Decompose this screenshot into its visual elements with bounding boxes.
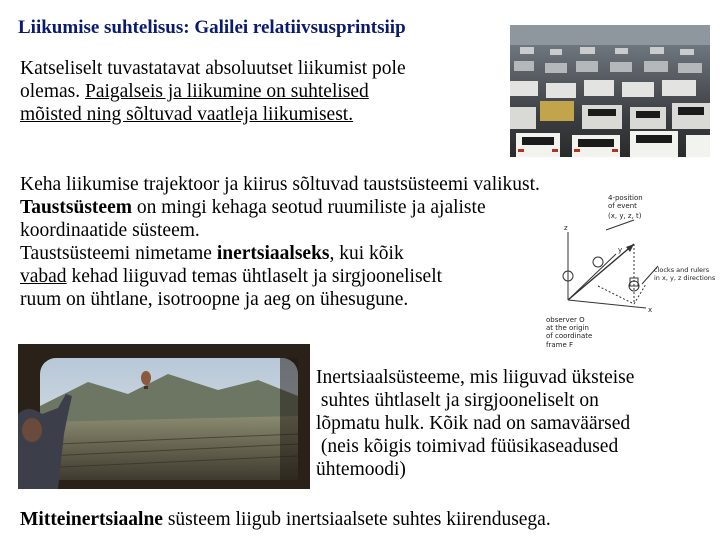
intro-line-3: mõisted ning sõltuvad vaatleja liikumisest.: [20, 104, 354, 125]
frame-line-1: Keha liikumise trajektoor ja kiirus sõltuvad taustsüsteemi valikust.: [20, 174, 540, 195]
clocks-label-1: clocks and rulers: [654, 266, 710, 274]
observer-label-4: frame F: [546, 341, 574, 349]
traffic-cars: [510, 25, 710, 157]
clocks-label-2: in x, y, z directions: [654, 274, 716, 282]
observer-label-3: of coordinate: [546, 332, 593, 340]
position-vector: [568, 244, 634, 300]
slide-title: Liikumise suhtelisus: Galilei relatiivsusprintsiip: [18, 17, 406, 38]
inertial-frames-paragraph: [316, 366, 634, 481]
axis-y-label: y: [618, 246, 623, 254]
intro-paragraph: [20, 57, 406, 126]
term-noninertial: Mitteinertsiaalne: [20, 509, 163, 530]
relativity-statement: Paigalseis ja liikumine on suhtelised: [84, 81, 369, 102]
intro-line-2: olemas. Paigalseis ja liikumine on suhtelised: [20, 81, 369, 102]
right-line-4: (neis kõigis toimivad füüsikaseadused: [316, 436, 619, 457]
right-line-1: Inertsiaalsüsteeme, mis liiguvad üksteise: [316, 367, 635, 388]
intro-line-1: Katseliselt tuvastatavat absoluutset liikumist pole: [20, 58, 406, 79]
right-line-3: lõpmatu hulk. Kõik nad on samaväärsed: [316, 413, 631, 434]
frame-definition: Taustsüsteem on mingi kehaga seotud ruumiliste ja ajaliste: [20, 197, 486, 218]
free-bodies-line: vabad kehad liiguvad temas ühtlaselt ja sirgjooneliselt: [20, 266, 443, 287]
right-line-5: ühtemoodi): [316, 459, 406, 480]
frame-definition-line-2: koordinaatide süsteem.: [20, 220, 200, 241]
inertial-definition: Taustsüsteemi nimetame inertsiaalseks, kui kõik: [20, 243, 404, 264]
observer-label-1: observer O: [546, 316, 585, 324]
space-time-line: ruum on ühtlane, isotroopne ja aeg on ühesugune.: [20, 289, 409, 310]
observer-label-2: at the origin: [546, 324, 589, 332]
term-inertial: inertsiaalseks: [216, 243, 330, 264]
right-line-2: suhtes ühtlaselt ja sirgjooneliselt on: [316, 390, 599, 411]
traffic-jam-photo: [510, 25, 710, 157]
coordinate-frame-diagram: [538, 192, 718, 354]
axis-z-label: z: [564, 224, 568, 232]
event-label-2: of event: [608, 202, 637, 210]
frame-paragraph: [20, 173, 540, 311]
noninertial-line: Mitteinertsiaalne süsteem liigub inertsiaalsete suhtes kiirendusega.: [20, 509, 551, 530]
field: [40, 416, 298, 480]
event-label-1: 4-position: [608, 194, 643, 202]
event-coords: (x, y, z, t): [608, 212, 642, 220]
balloon: [141, 371, 151, 385]
train-window-scene: [18, 344, 310, 489]
train-window-photo: [18, 344, 310, 489]
term-reference-frame: Taustsüsteem: [20, 197, 132, 218]
word-free: vabad: [20, 266, 67, 287]
axis-x-label: x: [648, 306, 653, 314]
